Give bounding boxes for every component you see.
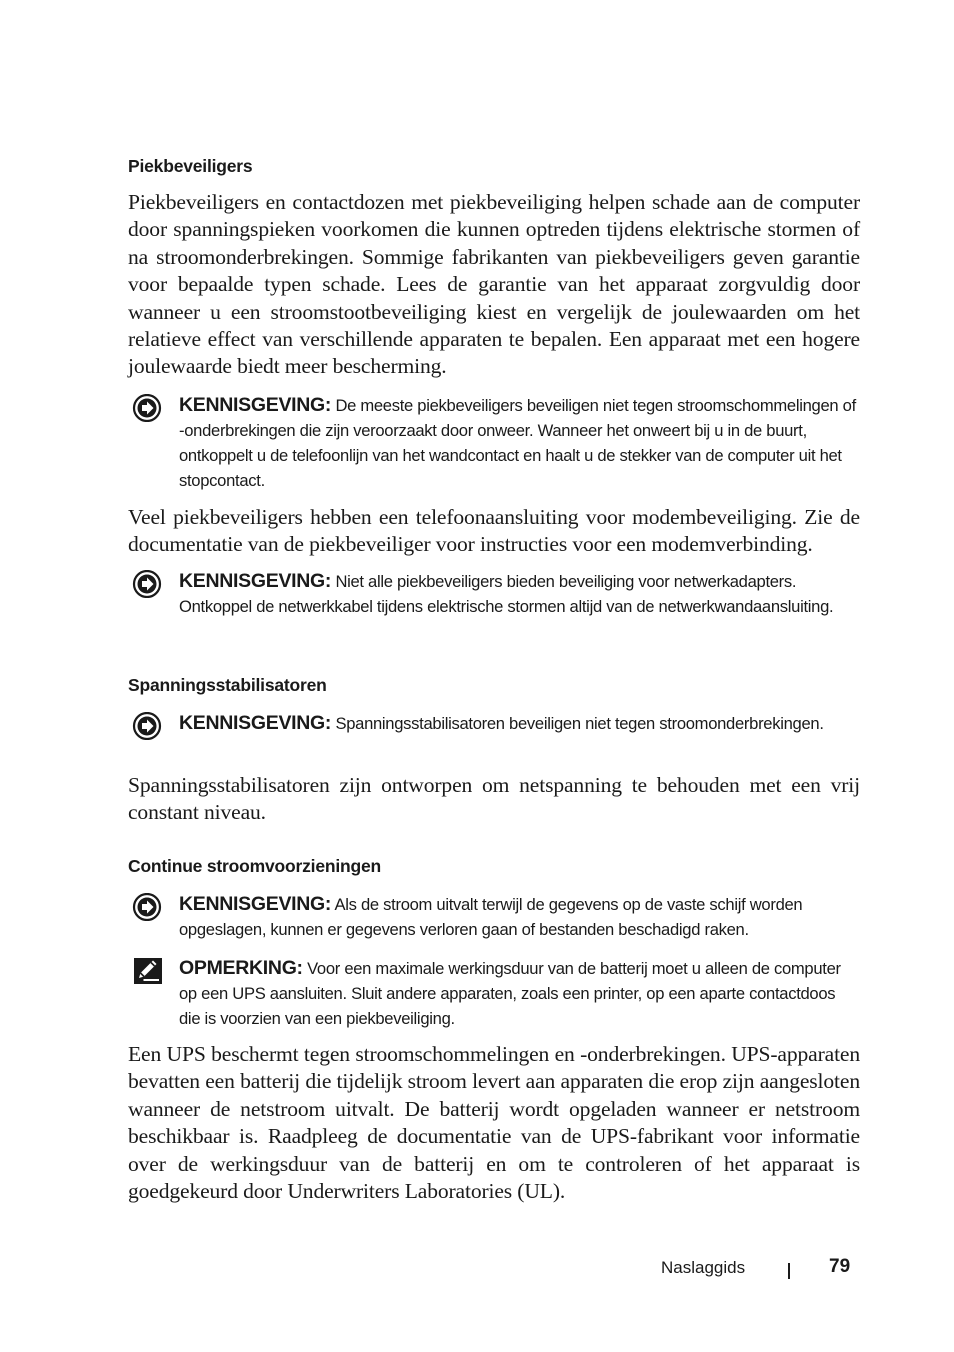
note-label: OPMERKING: [179,957,303,979]
notice-text: Spanningsstabilisatoren beveiligen niet tegen stroomonderbrekingen. [335,714,824,733]
paragraph-modem: Veel piekbeveiligers hebben een telefoonaansluiting voor modembeveiliging. Zie de documentatie van de piekbeveiliger voor instructies voor een modemverbinding. [128,505,860,557]
notice-label: KENNISGEVING: [179,893,332,915]
notice-label: KENNISGEVING: [179,712,332,734]
paragraph-piekbeveiligers-intro: Piekbeveiligers en contactdozen met piekbeveiliging helpen schade aan de computer door spanningspieken voorkomen die kunnen optreden tijdens elektrische stormen of na stroomonderbrekingen. Sommige fabrikanten van piekbeveiligers geven garantie voor bepaalde typen schade. Lees de garantie van het apparaat zorgvuldig door wanneer u een stroomstootbeveiliging kiest en vergelijk de joulewaarden om het relatieve effect van verschillende apparaten te bepalen. Een apparaat met een hogere joulewaarde biedt meer bescherming. [128,190,860,379]
footer-label: Naslaggids [661,1258,746,1277]
notice-block [128,569,856,619]
notice-arrow-icon [130,893,164,921]
section-heading-piekbeveiligers: Piekbeveiligers [128,156,253,176]
section-heading-ups: Continue stroomvoorzieningen [128,856,382,876]
notice-arrow-icon [130,712,164,740]
notice-text: De meeste piekbeveiligers beveiligen niet tegen stroomschommelingen of -onderbrekingen die zijn veroorzaakt door onweer. Wanneer het onweert bij u in de buurt, ontkoppelt u de telefoonlijn van het wandcontact en haalt u de stekker van de computer uit het stopcontact. [179,396,856,490]
notice-block [128,892,856,942]
notice-block [128,393,856,493]
paragraph-spanningsstabilisatoren: Spanningsstabilisatoren zijn ontworpen om netspanning te behouden met een vrij constant niveau. [128,773,860,825]
paragraph-ups: Een UPS beschermt tegen stroomschommelingen en -onderbrekingen. UPS-apparaten bevatten een batterij die tijdelijk stroom levert aan apparaten die erop zijn aangesloten wanneer de netstroom uitvalt. De batterij wordt opgeladen wanneer er netstroom beschikbaar is. Raadpleeg de documentatie van de UPS-fabrikant voor informatie over de werkingsduur van de batterij en om te controleren of het apparaat is goedgekeurd door Underwriters Laboratories (UL). [128,1042,860,1204]
notice-block [128,711,856,736]
footer-separator [788,1263,790,1279]
notice-text: Als de stroom uitvalt terwijl de gegevens op de vaste schijf worden opgeslagen, kunnen er gegevens verloren gaan of bestanden beschadigd raken. [179,895,803,939]
notice-label: KENNISGEVING: [179,394,332,416]
note-block [128,956,856,1031]
notice-arrow-icon [130,570,164,598]
section-heading-spanningsstabilisatoren: Spanningsstabilisatoren [128,675,327,695]
notice-text: Niet alle piekbeveiligers bieden beveiliging voor netwerkadapters. Ontkoppel de netwerkkabel tijdens elektrische stormen altijd van de netwerkwandaansluiting. [179,572,834,616]
note-pencil-icon [130,957,164,985]
note-text: Voor een maximale werkingsduur van de batterij moet u alleen de computer op een UPS aansluiten. Sluit andere apparaten, zoals een printer, op een aparte contactdoos die is voorzien van een piekbeveiliging. [179,959,841,1028]
notice-arrow-icon [130,394,164,422]
page-number: 79 [829,1256,851,1277]
notice-label: KENNISGEVING: [179,570,332,592]
